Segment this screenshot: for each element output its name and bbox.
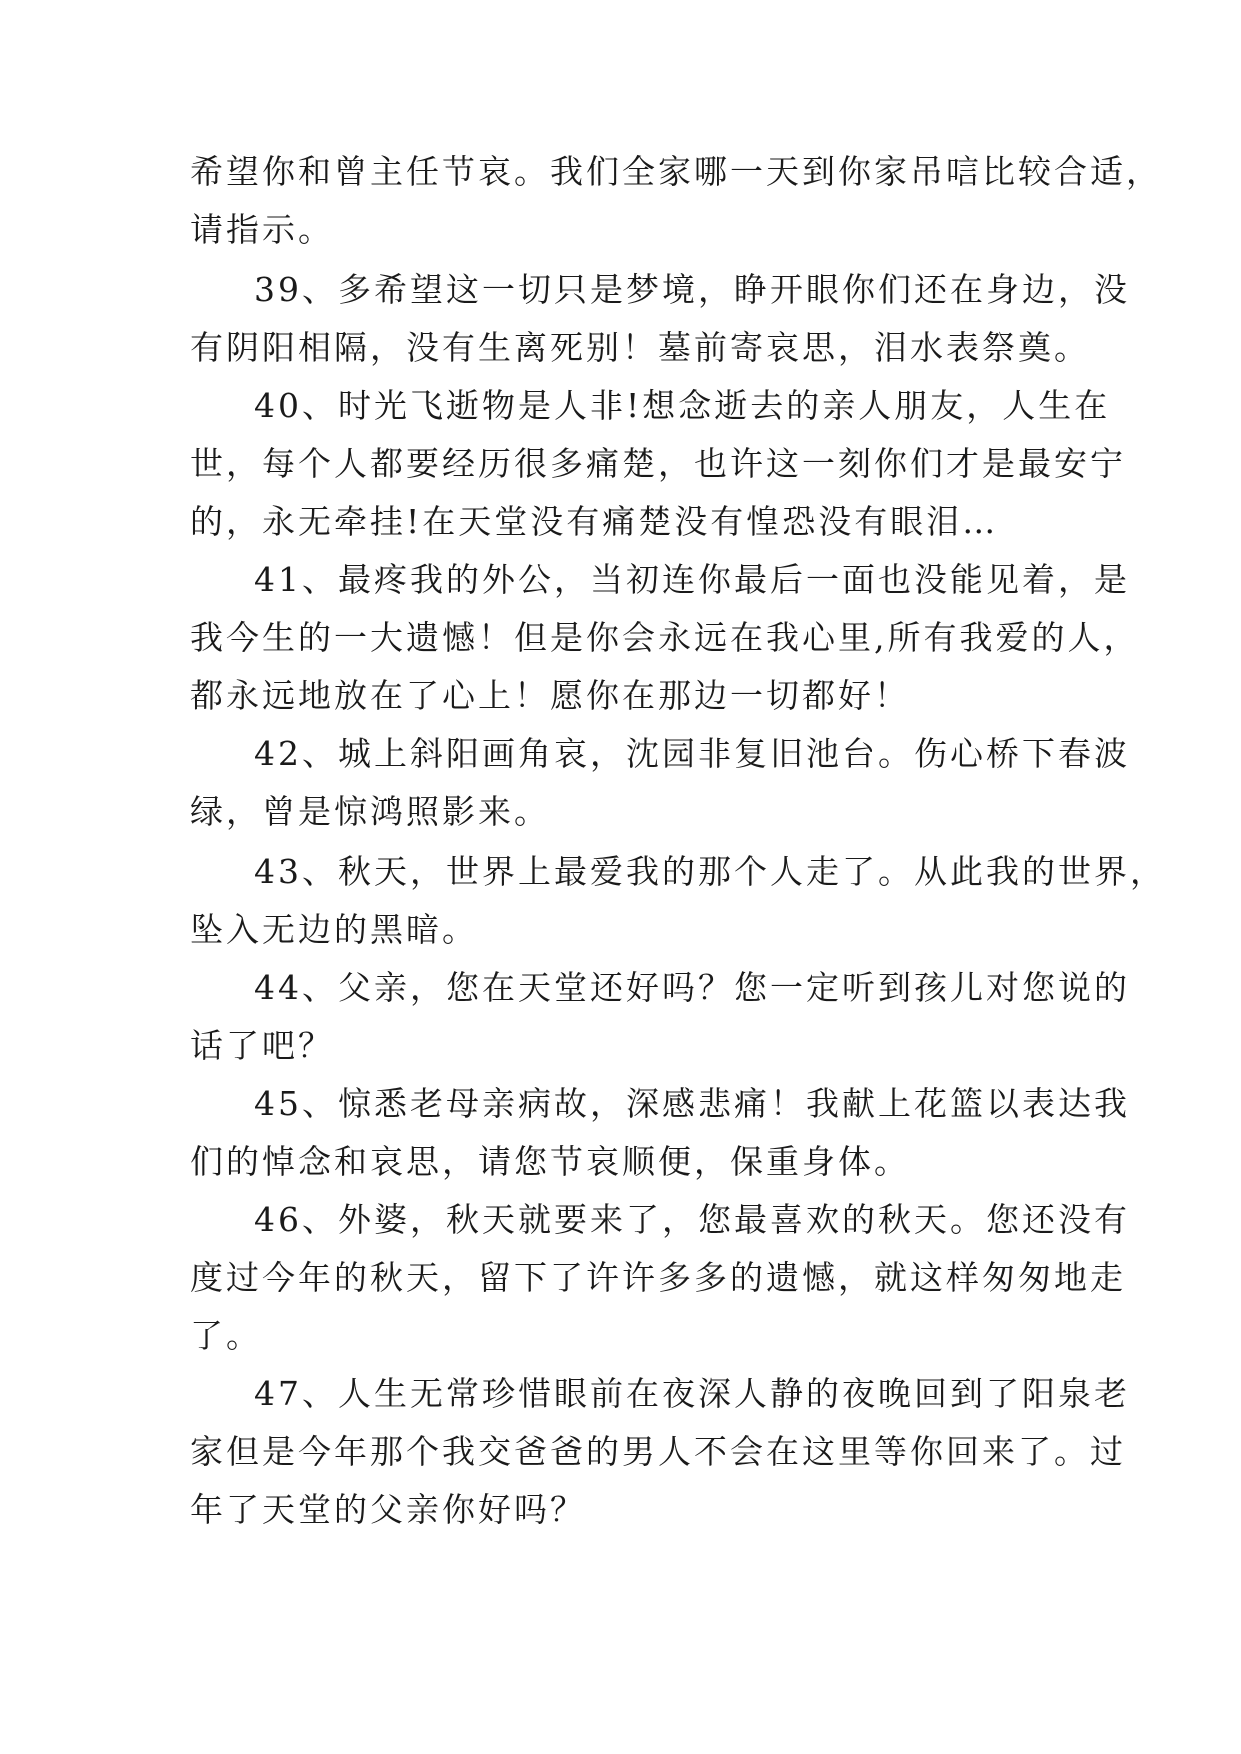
text-line: 世，每个人都要经历很多痛楚，也许这一刻你们才是最安宁 (190, 444, 1126, 483)
text-line: 家但是今年那个我交爸爸的男人不会在这里等你回来了。过 (190, 1432, 1126, 1471)
paragraph-47-line: 47、人生无常珍惜眼前在夜深人静的夜晚回到了阳泉老 (254, 1374, 1130, 1413)
paragraph-45-line: 45、惊悉老母亲病故，深感悲痛！我献上花篮以表达我 (254, 1084, 1130, 1123)
text-line: 绿，曾是惊鸿照影来。 (190, 792, 550, 831)
paragraph-46-line: 46、外婆，秋天就要来了，您最喜欢的秋天。您还没有 (254, 1200, 1130, 1239)
text-line: 的，永无牵挂!在天堂没有痛楚没有惶恐没有眼泪… (190, 502, 999, 541)
text-line: 请指示。 (190, 210, 334, 249)
text-line: 话了吧？ (190, 1026, 334, 1065)
text-line: 希望你和曾主任节哀。我们全家哪一天到你家吊唁比较合适， (190, 152, 1162, 191)
paragraph-43-line: 43、秋天，世界上最爱我的那个人走了。从此我的世界， (254, 852, 1166, 891)
text-line: 有阴阳相隔，没有生离死别！墓前寄哀思，泪水表祭奠。 (190, 328, 1090, 367)
text-line: 们的悼念和哀思，请您节哀顺便，保重身体。 (190, 1142, 910, 1181)
paragraph-42-line: 42、城上斜阳画角哀，沈园非复旧池台。伤心桥下春波 (254, 734, 1130, 773)
text-line: 年了天堂的父亲你好吗？ (190, 1490, 586, 1529)
paragraph-41-line: 41、最疼我的外公，当初连你最后一面也没能见着，是 (254, 560, 1130, 599)
text-line: 度过今年的秋天，留下了许许多多的遗憾，就这样匆匆地走 (190, 1258, 1126, 1297)
text-line: 坠入无边的黑暗。 (190, 910, 478, 949)
text-line: 都永远地放在了心上！愿你在那边一切都好！ (190, 676, 910, 715)
text-line: 我今生的一大遗憾！但是你会永远在我心里,所有我爱的人， (190, 618, 1140, 657)
text-line: 了。 (190, 1316, 262, 1355)
paragraph-39-line: 39、多希望这一切只是梦境，睁开眼你们还在身边，没 (254, 270, 1130, 309)
paragraph-40-line: 40、时光飞逝物是人非!想念逝去的亲人朋友，人生在 (254, 386, 1111, 425)
paragraph-44-line: 44、父亲，您在天堂还好吗？您一定听到孩儿对您说的 (254, 968, 1130, 1007)
